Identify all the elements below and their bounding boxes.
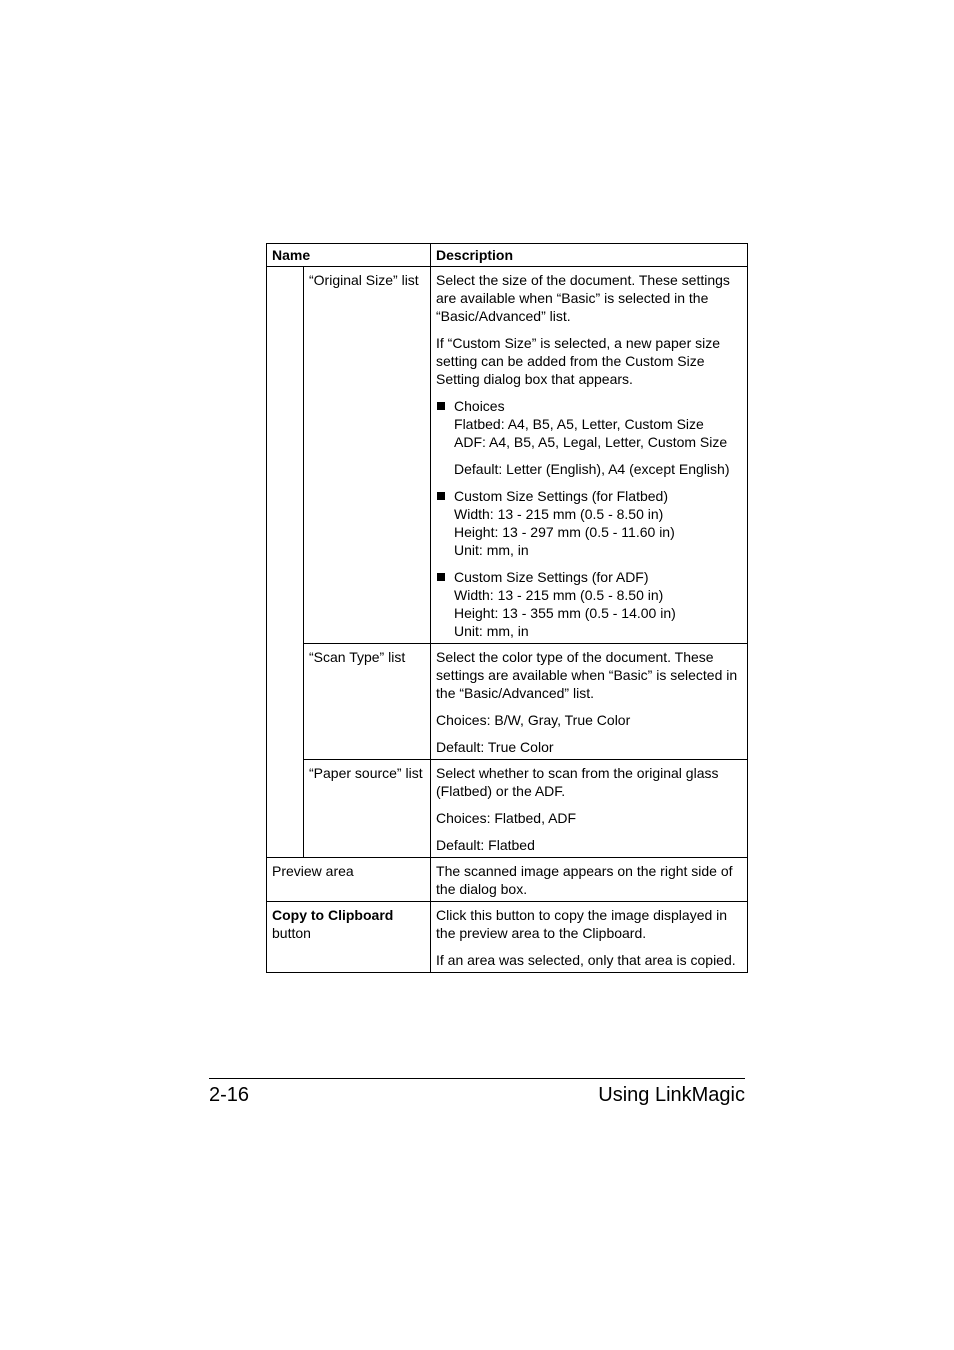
bullet-custom-flatbed: Custom Size Settings (for Flatbed) Width: 13 - 215 mm (0.5 - 8.50 in) Height: 13 - 297 mm (0.5 - 11.60 in) Unit: mm, in xyxy=(436,487,743,559)
indent-cell xyxy=(267,267,304,858)
row-desc-copy-clipboard: Click this button to copy the image displayed in the preview area to the Clipboard. If an area was selected, only that area is copied. xyxy=(431,902,748,973)
header-name: Name xyxy=(267,244,431,267)
table-row-paper-source xyxy=(267,760,748,858)
desc-paragraph: Select the size of the document. These settings are available when “Basic” is selected in the “Basic/Advanced” list. xyxy=(436,272,730,324)
header-description: Description xyxy=(431,244,748,267)
row-desc-scan-type: Select the color type of the document. These settings are available when “Basic” is selected in the “Basic/Advanced” list. Choices: B/W, Gray, True Color Default: True Color xyxy=(431,644,748,760)
footer-rule xyxy=(209,1078,745,1079)
row-name-preview-area: Preview area xyxy=(267,858,431,902)
row-desc-paper-source: Select whether to scan from the original glass (Flatbed) or the ADF. Choices: Flatbed, ADF Default: Flatbed xyxy=(431,760,748,858)
table-row-preview-area xyxy=(267,858,748,902)
bullet-choices: Choices Flatbed: A4, B5, A5, Letter, Custom Size ADF: A4, B5, A5, Legal, Letter, Custom Size xyxy=(436,397,743,451)
square-bullet-icon xyxy=(437,492,445,500)
row-name-paper-source: “Paper source” list xyxy=(304,760,431,858)
default-value: Default: Letter (English), A4 (except English) xyxy=(454,461,730,477)
table-header-row xyxy=(267,244,748,267)
table-row-copy-clipboard xyxy=(267,902,748,973)
table-row-original-size xyxy=(267,267,748,644)
desc-paragraph: If “Custom Size” is selected, a new paper size setting can be added from the Custom Size Setting dialog box that appears. xyxy=(436,335,721,387)
page-number: 2-16 xyxy=(209,1084,250,1106)
square-bullet-icon xyxy=(437,402,445,410)
table-row-scan-type xyxy=(267,644,748,760)
row-name-original-size: “Original Size” list xyxy=(304,267,431,644)
row-desc-original-size xyxy=(431,267,748,644)
chapter-title: Using LinkMagic xyxy=(598,1084,745,1106)
description-table xyxy=(266,243,748,973)
row-desc-preview-area: The scanned image appears on the right side of the dialog box. xyxy=(431,858,748,902)
bullet-custom-adf: Custom Size Settings (for ADF) Width: 13 - 215 mm (0.5 - 8.50 in) Height: 13 - 355 mm (0.5 - 14.00 in) Unit: mm, in xyxy=(436,568,743,640)
square-bullet-icon xyxy=(437,573,445,581)
row-name-scan-type: “Scan Type” list xyxy=(304,644,431,760)
row-name-copy-clipboard: Copy to Clipboard button xyxy=(267,902,431,973)
